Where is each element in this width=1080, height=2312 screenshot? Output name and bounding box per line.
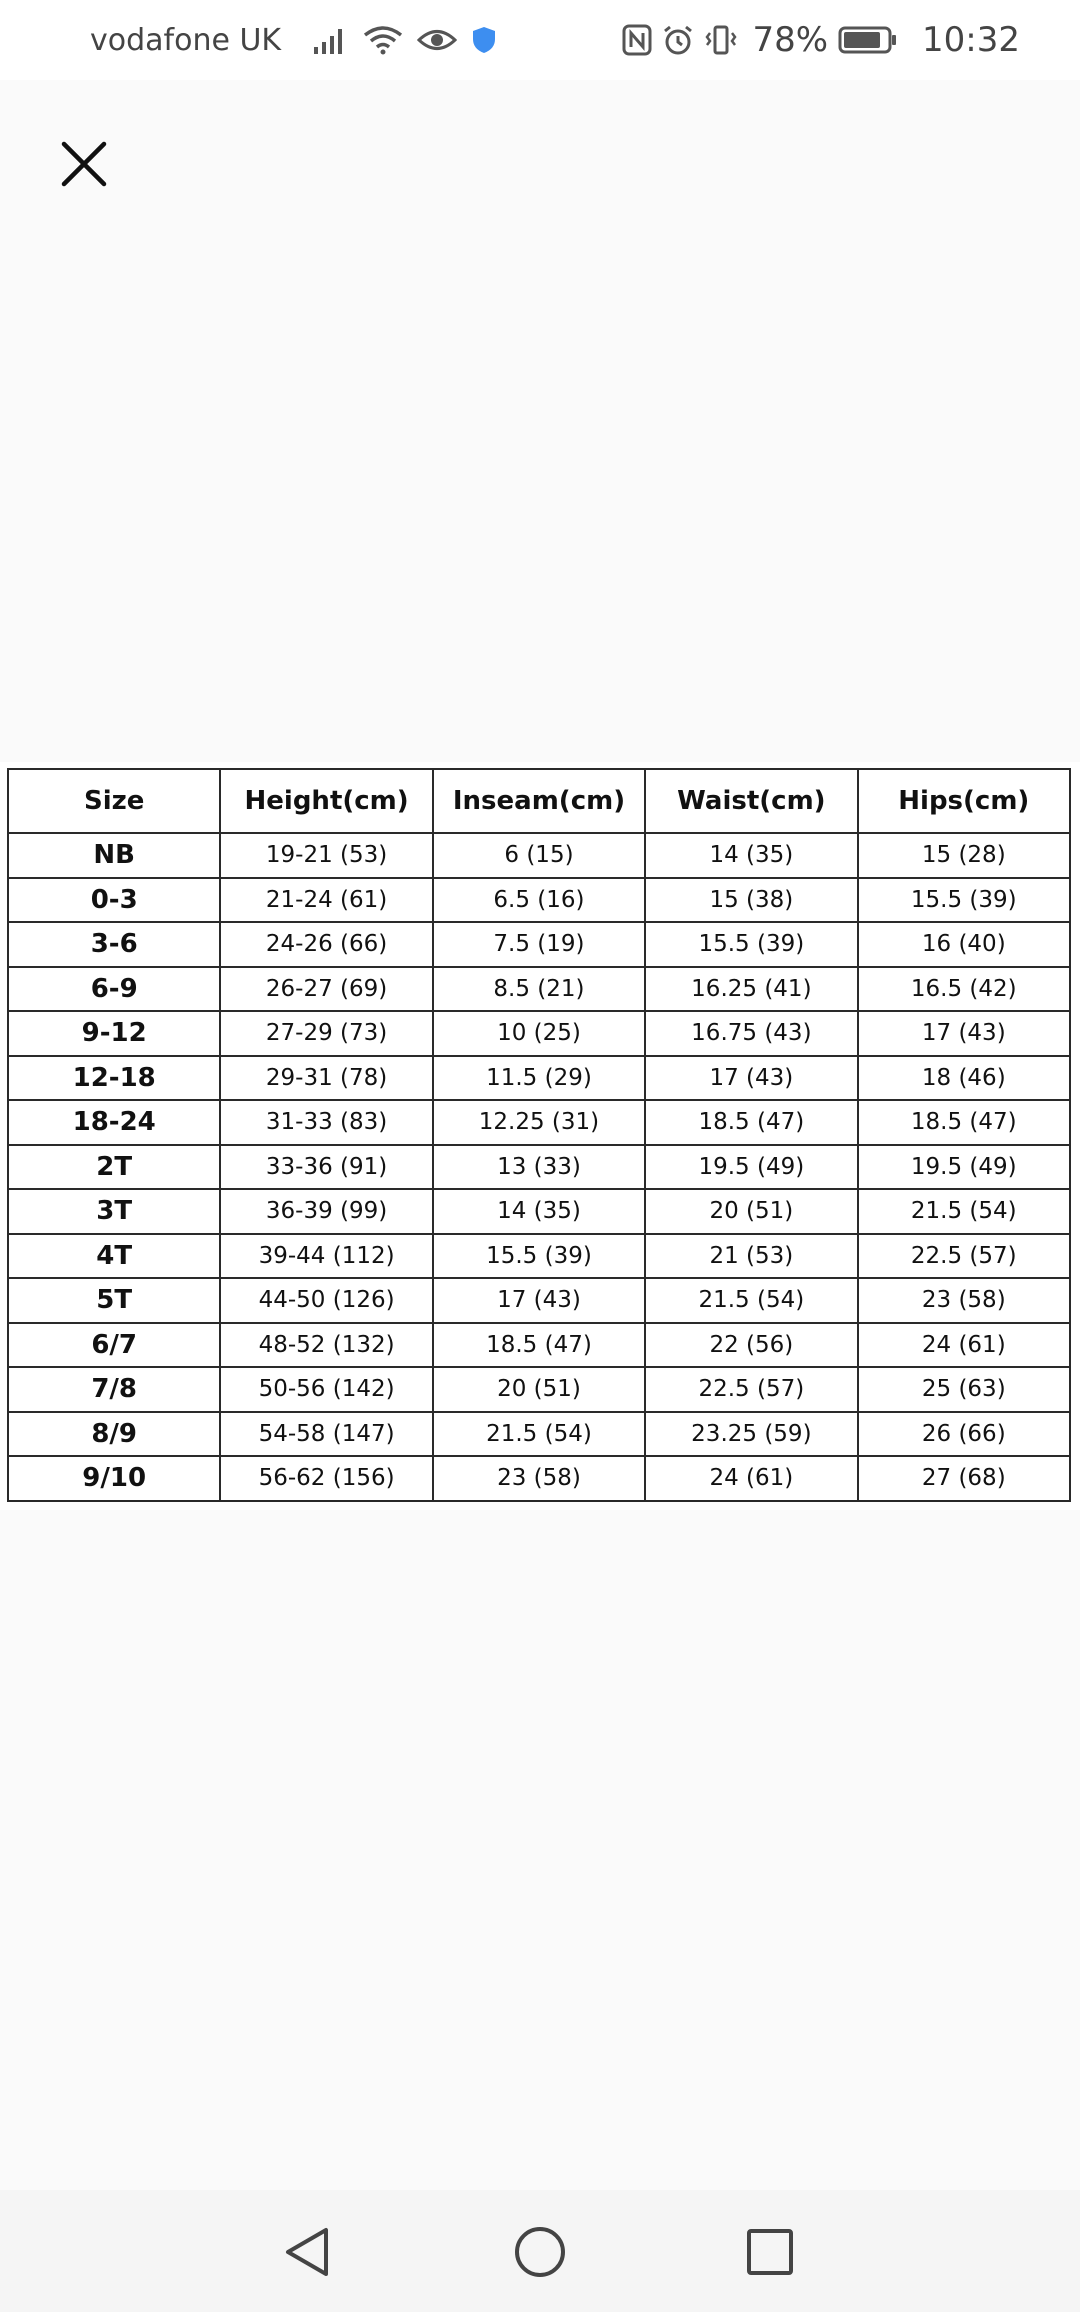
measurement-cell: 29-31 (78): [220, 1056, 432, 1101]
measurement-cell: 8.5 (21): [433, 967, 645, 1012]
measurement-cell: 39-44 (112): [220, 1234, 432, 1279]
table-row: [8, 1367, 1070, 1412]
table-row: [8, 1100, 1070, 1145]
measurement-cell: 23 (58): [858, 1278, 1070, 1323]
measurement-cell: 15.5 (39): [645, 922, 857, 967]
size-cell: 0-3: [8, 878, 220, 923]
measurement-cell: 16.25 (41): [645, 967, 857, 1012]
table-body: [8, 833, 1070, 1501]
table-row: [8, 1056, 1070, 1101]
measurement-cell: 19.5 (49): [645, 1145, 857, 1190]
measurement-cell: 31-33 (83): [220, 1100, 432, 1145]
size-cell: 6/7: [8, 1323, 220, 1368]
table-row: [8, 1278, 1070, 1323]
measurement-cell: 12.25 (31): [433, 1100, 645, 1145]
recents-button[interactable]: [738, 2220, 802, 2284]
size-cell: 6-9: [8, 967, 220, 1012]
signal-icon: [313, 25, 349, 55]
measurement-cell: 15.5 (39): [433, 1234, 645, 1279]
measurement-cell: 14 (35): [433, 1189, 645, 1234]
status-right: [622, 20, 1020, 60]
measurement-cell: 20 (51): [645, 1189, 857, 1234]
measurement-cell: 19.5 (49): [858, 1145, 1070, 1190]
measurement-cell: 24-26 (66): [220, 922, 432, 967]
measurement-cell: 17 (43): [433, 1278, 645, 1323]
clock: 10:32: [922, 20, 1020, 60]
measurement-cell: 21.5 (54): [645, 1278, 857, 1323]
measurement-cell: 23 (58): [433, 1456, 645, 1501]
size-cell: 9/10: [8, 1456, 220, 1501]
table-row: [8, 1011, 1070, 1056]
size-cell: 7/8: [8, 1367, 220, 1412]
measurement-cell: 24 (61): [645, 1456, 857, 1501]
measurement-cell: 16.75 (43): [645, 1011, 857, 1056]
table-row: [8, 833, 1070, 878]
measurement-cell: 25 (63): [858, 1367, 1070, 1412]
measurement-cell: 56-62 (156): [220, 1456, 432, 1501]
shield-icon: [471, 25, 497, 55]
measurement-cell: 6.5 (16): [433, 878, 645, 923]
column-header: Height(cm): [220, 769, 432, 833]
measurement-cell: 18.5 (47): [645, 1100, 857, 1145]
close-button[interactable]: [52, 132, 116, 196]
measurement-cell: 27 (68): [858, 1456, 1070, 1501]
recents-square-icon: [742, 2224, 798, 2280]
table-row: [8, 1145, 1070, 1190]
column-header: Inseam(cm): [433, 769, 645, 833]
measurement-cell: 21.5 (54): [858, 1189, 1070, 1234]
home-circle-icon: [512, 2224, 568, 2280]
measurement-cell: 15 (28): [858, 833, 1070, 878]
measurement-cell: 11.5 (29): [433, 1056, 645, 1101]
column-header: Size: [8, 769, 220, 833]
battery-icon: [838, 25, 898, 55]
measurement-cell: 36-39 (99): [220, 1189, 432, 1234]
measurement-cell: 20 (51): [433, 1367, 645, 1412]
measurement-cell: 21.5 (54): [433, 1412, 645, 1457]
size-cell: 3T: [8, 1189, 220, 1234]
table-row: [8, 1412, 1070, 1457]
status-left: [90, 23, 497, 58]
measurement-cell: 18.5 (47): [433, 1323, 645, 1368]
measurement-cell: 15 (38): [645, 878, 857, 923]
measurement-cell: 33-36 (91): [220, 1145, 432, 1190]
measurement-cell: 17 (43): [858, 1011, 1070, 1056]
measurement-cell: 14 (35): [645, 833, 857, 878]
table-row: [8, 878, 1070, 923]
column-header: Hips(cm): [858, 769, 1070, 833]
size-chart-table: [7, 768, 1071, 1502]
measurement-cell: 26 (66): [858, 1412, 1070, 1457]
measurement-cell: 27-29 (73): [220, 1011, 432, 1056]
eye-icon: [417, 25, 457, 55]
carrier-name: vodafone UK: [90, 22, 282, 58]
table-row: [8, 1234, 1070, 1279]
measurement-cell: 22 (56): [645, 1323, 857, 1368]
wifi-icon: [363, 25, 403, 55]
table-row: [8, 1323, 1070, 1368]
close-icon: [60, 140, 108, 188]
size-cell: NB: [8, 833, 220, 878]
measurement-cell: 16.5 (42): [858, 967, 1070, 1012]
measurement-cell: 21 (53): [645, 1234, 857, 1279]
battery-percent: 78%: [752, 20, 829, 60]
table-row: [8, 1456, 1070, 1501]
size-cell: 4T: [8, 1234, 220, 1279]
size-cell: 3-6: [8, 922, 220, 967]
measurement-cell: 23.25 (59): [645, 1412, 857, 1457]
measurement-cell: 54-58 (147): [220, 1412, 432, 1457]
size-cell: 5T: [8, 1278, 220, 1323]
home-button[interactable]: [508, 2220, 572, 2284]
measurement-cell: 24 (61): [858, 1323, 1070, 1368]
size-cell: 9-12: [8, 1011, 220, 1056]
column-header: Waist(cm): [645, 769, 857, 833]
size-cell: 18-24: [8, 1100, 220, 1145]
size-cell: 8/9: [8, 1412, 220, 1457]
back-triangle-icon: [280, 2224, 336, 2280]
table-row: [8, 922, 1070, 967]
measurement-cell: 15.5 (39): [858, 878, 1070, 923]
measurement-cell: 22.5 (57): [645, 1367, 857, 1412]
measurement-cell: 17 (43): [645, 1056, 857, 1101]
navigation-bar: [0, 2190, 1080, 2312]
measurement-cell: 48-52 (132): [220, 1323, 432, 1368]
back-button[interactable]: [276, 2220, 340, 2284]
measurement-cell: 16 (40): [858, 922, 1070, 967]
measurement-cell: 19-21 (53): [220, 833, 432, 878]
measurement-cell: 13 (33): [433, 1145, 645, 1190]
measurement-cell: 44-50 (126): [220, 1278, 432, 1323]
measurement-cell: 21-24 (61): [220, 878, 432, 923]
status-bar: [0, 0, 1080, 80]
nfc-icon: [622, 24, 652, 56]
size-cell: 12-18: [8, 1056, 220, 1101]
measurement-cell: 18 (46): [858, 1056, 1070, 1101]
table-header-row: [8, 769, 1070, 833]
measurement-cell: 18.5 (47): [858, 1100, 1070, 1145]
size-cell: 2T: [8, 1145, 220, 1190]
alarm-icon: [662, 24, 694, 56]
measurement-cell: 26-27 (69): [220, 967, 432, 1012]
measurement-cell: 50-56 (142): [220, 1367, 432, 1412]
table-row: [8, 967, 1070, 1012]
measurement-cell: 6 (15): [433, 833, 645, 878]
measurement-cell: 22.5 (57): [858, 1234, 1070, 1279]
size-chart-image: [0, 762, 1080, 1510]
table-row: [8, 1189, 1070, 1234]
measurement-cell: 10 (25): [433, 1011, 645, 1056]
vibrate-icon: [704, 24, 738, 56]
measurement-cell: 7.5 (19): [433, 922, 645, 967]
